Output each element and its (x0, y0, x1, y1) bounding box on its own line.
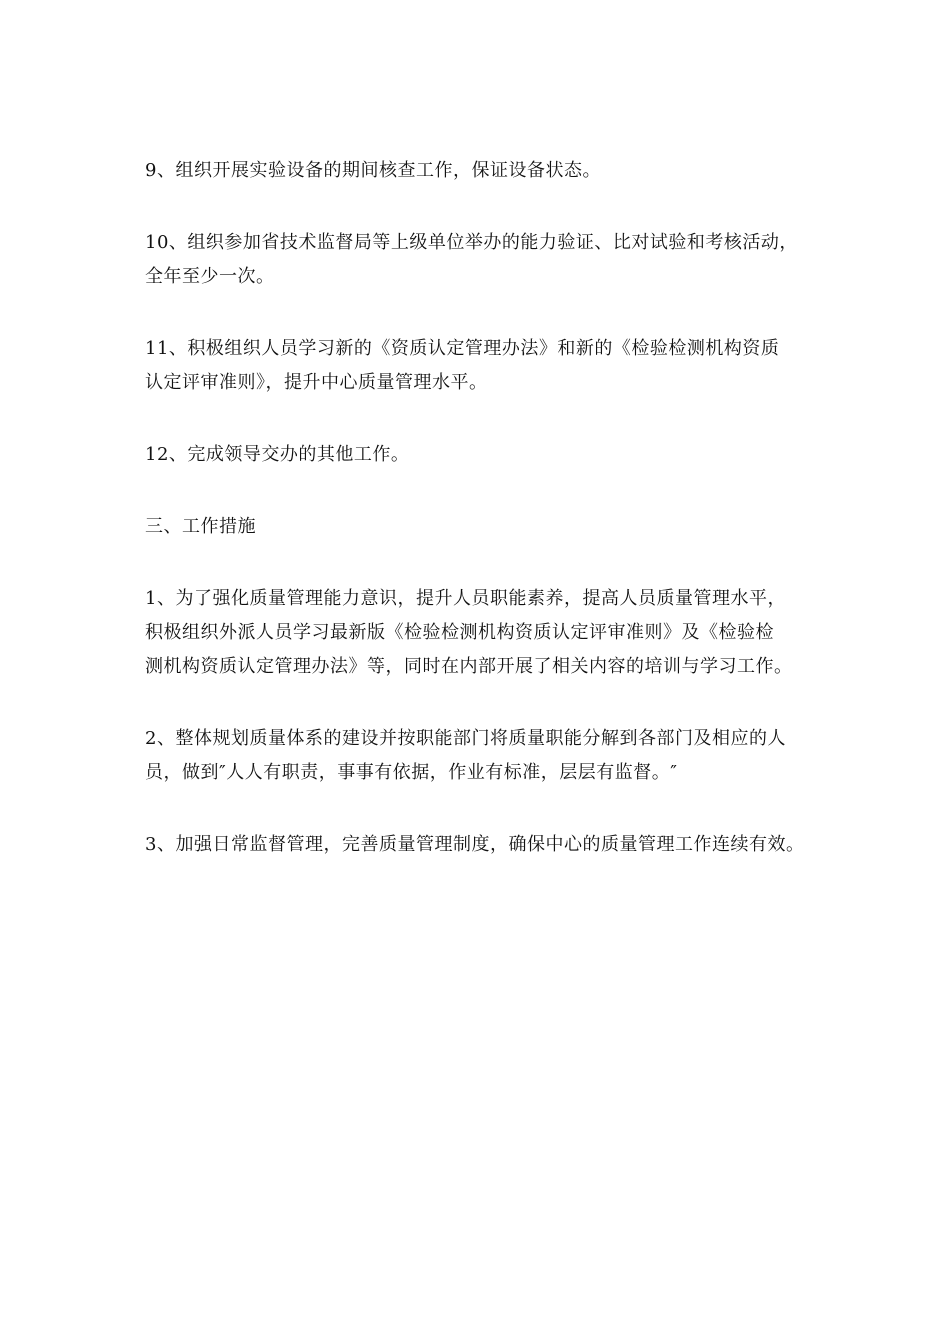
section-heading (145, 510, 835, 544)
measure-item-3 (145, 828, 835, 862)
paragraph-gap (145, 188, 835, 226)
paragraph-gap (145, 400, 835, 438)
paragraph-gap (145, 684, 835, 722)
measure-item-1 (145, 582, 835, 684)
paragraph-item-9 (145, 154, 835, 188)
paragraph-gap (145, 294, 835, 332)
measure-item-2 (145, 722, 835, 790)
text-line: 积极组织外派人员学习最新版《检验检测机构资质认定评审准则》及《检验检 (145, 622, 774, 643)
paragraph-gap (145, 790, 835, 828)
text-line: 11、积极组织人员学习新的《资质认定管理办法》和新的《检验检测机构资质 (145, 338, 780, 359)
text-line: 三、工作措施 (145, 516, 256, 537)
text-line: 10、组织参加省技术监督局等上级单位举办的能力验证、比对试验和考核活动， (145, 232, 798, 253)
text-line: 3、加强日常监督管理，完善质量管理制度，确保中心的质量管理工作连续有效。 (145, 834, 805, 855)
text-line: 2、整体规划质量体系的建设并按职能部门将质量职能分解到各部门及相应的人 (145, 728, 786, 749)
text-line: 测机构资质认定管理办法》等，同时在内部开展了相关内容的培训与学习工作。 (145, 656, 793, 677)
paragraph-item-10 (145, 226, 835, 294)
text-line: 12、完成领导交办的其他工作。 (145, 444, 410, 465)
text-line: 员，做到″人人有职责，事事有依据，作业有标准，层层有监督。″ (145, 762, 678, 783)
paragraph-item-11 (145, 332, 835, 400)
text-line: 全年至少一次。 (145, 266, 275, 287)
paragraph-gap (145, 544, 835, 582)
document-body (145, 154, 835, 862)
text-line: 1、为了强化质量管理能力意识，提升人员职能素养，提高人员质量管理水平， (145, 588, 786, 609)
text-line: 认定评审准则》，提升中心质量管理水平。 (145, 372, 488, 393)
text-line: 9、组织开展实验设备的期间核查工作，保证设备状态。 (145, 160, 601, 181)
paragraph-item-12 (145, 438, 835, 472)
paragraph-gap (145, 472, 835, 510)
